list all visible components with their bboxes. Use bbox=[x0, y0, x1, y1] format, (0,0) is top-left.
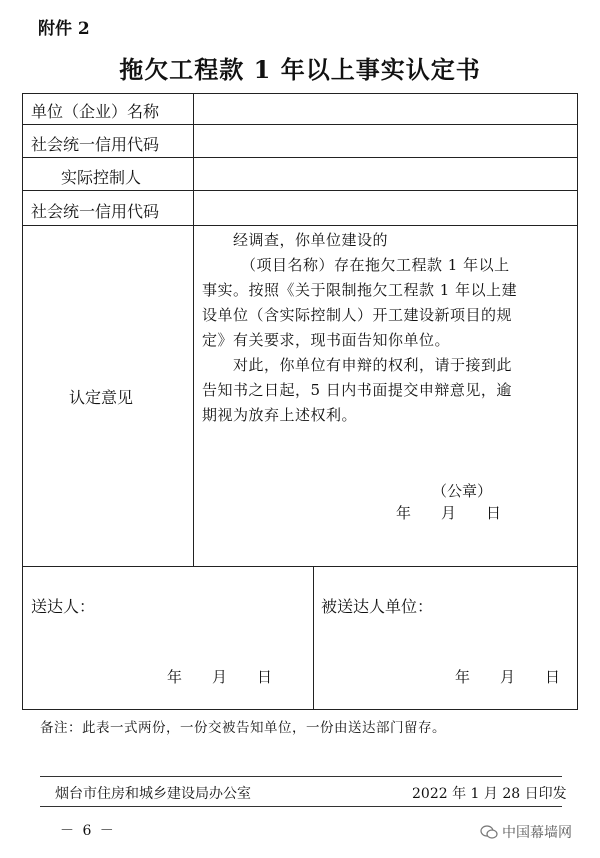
row-divider bbox=[23, 157, 577, 158]
controller-label: 实际控制人 bbox=[61, 168, 142, 187]
watermark-text: 中国幕墙网 bbox=[502, 825, 572, 841]
controller-credit-code-label: 社会统一信用代码 bbox=[31, 202, 160, 221]
page-title: 拖欠工程款 1 年以上事实认定书 bbox=[119, 55, 481, 84]
remark-note: 备注：此表一式两份，一份交被告知单位，一份由送达部门留存。 bbox=[40, 720, 446, 736]
attachment-label: 附件 2 bbox=[38, 19, 90, 39]
issuing-office: 烟台市住房和城乡建设局办公室 bbox=[55, 786, 251, 802]
opinion-line: （项目名称）存在拖欠工程款 1 年以上 bbox=[202, 256, 510, 274]
opinion-line: 事实。按照《关于限制拖欠工程款 1 年以上建 bbox=[202, 281, 518, 299]
opinion-line: 告知书之日起，5 日内书面提交申辩意见，逾 bbox=[202, 381, 512, 399]
sender-label: 送达人： bbox=[31, 597, 96, 616]
issue-date: 2022 年 1 月 28 日印发 bbox=[412, 786, 567, 802]
opinion-line: 期视为放弃上述权利。 bbox=[202, 406, 358, 424]
company-name-label: 单位（企业）名称 bbox=[31, 102, 160, 121]
receiver-label: 被送达人单位： bbox=[321, 597, 434, 616]
opinion-body bbox=[202, 228, 582, 428]
watermark bbox=[480, 822, 572, 842]
footer-bottom-rule bbox=[40, 806, 562, 807]
footer-top-rule bbox=[40, 776, 562, 777]
row-divider bbox=[23, 566, 577, 567]
wechat-icon bbox=[480, 825, 498, 839]
column-divider bbox=[313, 566, 314, 709]
opinion-line: 对此，你单位有申辩的权利，请于接到此 bbox=[202, 356, 513, 374]
page-number: － 6 － bbox=[60, 823, 116, 839]
opinion-line: 设单位（含实际控制人）开工建设新项目的规 bbox=[202, 306, 513, 324]
receiver-date: 年 月 日 bbox=[455, 668, 561, 686]
sender-date: 年 月 日 bbox=[167, 668, 273, 686]
column-divider bbox=[193, 94, 194, 566]
credit-code-label: 社会统一信用代码 bbox=[31, 135, 160, 154]
opinion-date: 年 月 日 bbox=[396, 504, 502, 522]
row-divider bbox=[23, 225, 577, 226]
opinion-label: 认定意见 bbox=[69, 388, 134, 407]
seal-placeholder: （公章） bbox=[432, 482, 493, 500]
opinion-line: 定》有关要求，现书面告知你单位。 bbox=[202, 331, 451, 349]
opinion-line: 经调查，你单位建设的 bbox=[202, 231, 389, 249]
row-divider bbox=[23, 124, 577, 125]
row-divider bbox=[23, 190, 577, 191]
